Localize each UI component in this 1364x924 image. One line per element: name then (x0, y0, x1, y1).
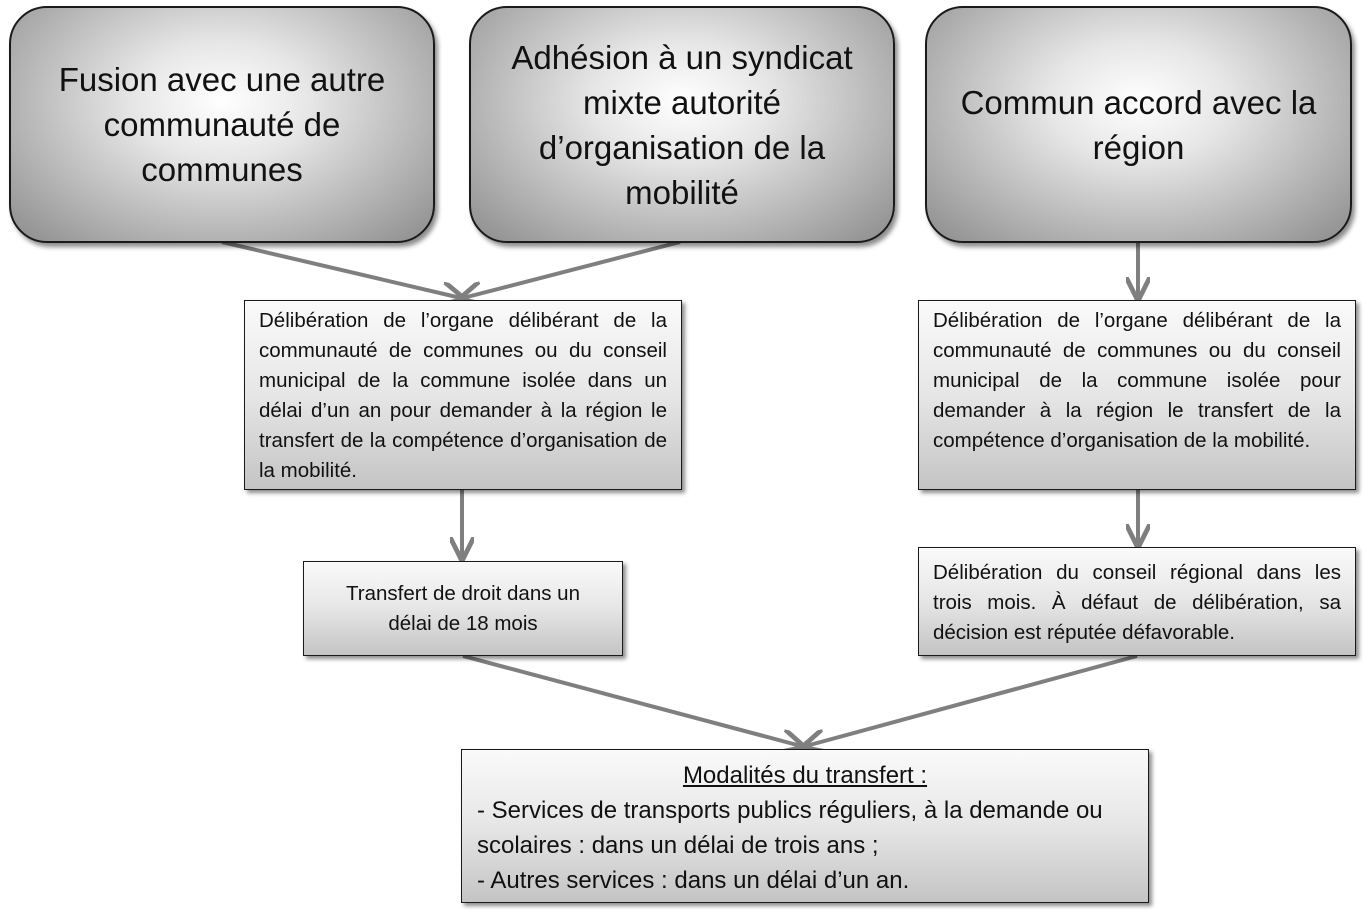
modalites-box (461, 749, 1149, 903)
adhesion-text: Adhésion à un syndicat mixte autorité d’organisation de la mobilité (511, 38, 853, 211)
arrow-fusion-to-deliberation-left (222, 242, 461, 298)
arrow-adhesion-to-deliberation-left (463, 242, 680, 298)
deliberation-right-box (918, 300, 1356, 490)
arrow-conseil-to-modalites (806, 656, 1137, 746)
conseil-regional-box (918, 547, 1356, 656)
modalites-title: Modalités du transfert : (682, 762, 928, 789)
deliberation-left-text: Délibération de l’organe délibérant de la communauté de communes ou du conseil municipal de la commune isolée dans un délai d’un an pour demander à la région le transfert de la compétence d’organisation de la mobilité. (259, 309, 667, 482)
modalites-line-1: - Services de transports publics réguliers, à la demande ou scolaires : dans un délai de trois ans ; (477, 797, 1103, 859)
conseil-regional-text: Délibération du conseil régional dans les trois mois. À défaut de délibération, sa décision est réputée défavorable. (933, 561, 1341, 644)
commun-accord-text: Commun accord avec la région (960, 83, 1317, 166)
deliberation-left-box (244, 300, 682, 490)
commun-accord-box (925, 6, 1352, 243)
transfert-de-droit-box (303, 561, 623, 656)
transfert-de-droit-text: Transfert de droit dans un délai de 18 mois (346, 581, 580, 635)
modalites-line-2: - Autres services : dans un délai d’un an. (477, 867, 910, 894)
arrow-transfert-to-modalites (463, 656, 801, 746)
adhesion-box (469, 6, 895, 243)
fusion-text: Fusion avec une autre communauté de communes (58, 61, 386, 188)
fusion-box (9, 6, 435, 243)
deliberation-right-text: Délibération de l’organe délibérant de la communauté de communes ou du conseil municipal de la commune isolée pour demander à la région le transfert de la compétence d’organisation de la mobilité. (933, 309, 1341, 452)
